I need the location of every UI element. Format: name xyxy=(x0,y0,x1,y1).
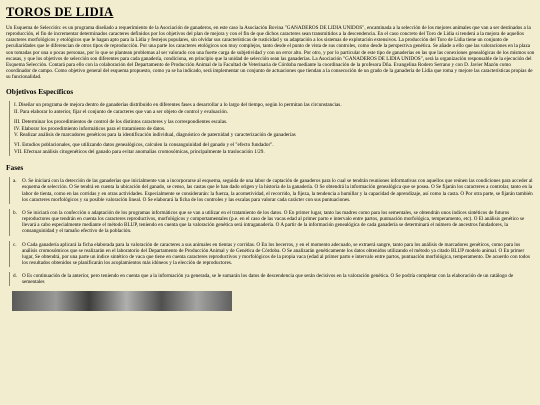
fase-label: b. xyxy=(13,209,17,216)
fases-heading: Fases xyxy=(6,163,24,173)
fase-text: O. Se iniciará con la detección de las ganaderías que inicialmente van a incorporarse al esquema, seguida de una labor de captación de ganaderos para lo cual se tendrán reuniones informativas con aquellos que reúnen las condiciones para acceder al esquema de selección. O Se tendrá en cuenta la ubicación del ganado, se censo, las castas que le han dado origen y la historia de la ganadería. O Se obtendrá la información genealógica que se posea. O Se fijarán los caracteres a controlar, tanto en la labor de tienta, como en las corridas y en otras actividades. Especialmente se considerarán: la fuerza, la acometividad, el recorrido, la fijeza, la tendencia a humillar y la capacidad de aprendizaje, así como la casta. O Por otra parte, se fijarán también los caracteres morfológicos y su posible valoración lineal. O Se elaborará la ficha de los controles y las escalas para valorar cada carácter con sus puntuaciones. xyxy=(22,178,533,203)
fase-label: d. xyxy=(13,273,17,280)
fase-item xyxy=(9,272,535,286)
fase-item xyxy=(9,177,535,204)
fase-text: O Cada ganadería aplicará la ficha elaborada para la valoración de caracteres a sus animales en tientas y corridas. O En los becerros, y en el momento adecuado, se extraerá sangre, tanto para los análisis de marcadores genéticos, como para los análisis cromosómicos que se realizarán en el laboratorio del Departamento de Producción Animal y de Genética de Córdoba. O Se analizarán genéticamente los datos obtenidos utilizando el método ya citado BLUP modelo animal. O En primer lugar, Se obtendrá, por una parte un índice sintético de vaca que tiene en cuenta caracteres reproductivos y morfológicos de la propia vaca (edad al primer parto e intervalo entre partos, puntuación morfológica, temperamento. De acuerdo con todos los resultados obtenidos se planificarán los acoplamientos más idóneos y la elección de reproductores. xyxy=(22,241,530,266)
objetivo-item: III. Determinar los procedimientos de control de los distintos caracteres y las correspondientes escalas. xyxy=(14,119,228,126)
objetivo-item: IV. Elaborar los procedimiento informáticos para el tratamiento de datos. xyxy=(14,125,166,132)
page-title: TOROS DE LIDIA xyxy=(6,5,114,19)
intro-paragraph: Un Esquema de Selección: es un programa diseñado a requerimiento de la Asociación de ganaderos, en este caso la Asociación Bovina "GANADEROS DE LIDIA UNIDOS", encaminada a la selección de los mejores animales que van a ser destinados a la reproducción, el fin de incrementar determinados caracteres definidos por los objetivos del plan de mejora y con el fin de que dichos caracteres sean transmitidos a la descendencia. En el caso concreto del Toro de Lidia si tenderá a la mejora de aquellos caracteres morfológicos y etológicos que le hagan apto para la Lidia y festejos populares, sin olvidar sus características de rusticidad y su adaptación a los sistemas de explotación extensivos. La producción del Toro de Lidia tiene un conjunto de peculiaridades que le diferencian de otros tipos de reproducción. Por una parte los caracteres etológicos son muy complejos, tanto desde el punto de vista de sus controles, como desde la perspectiva genética. Se añade a ello que las valoraciones en la plaza son tomadas por una o pocas personas, por lo que se plantean problemas al ser valorado con una fuerte carga de subjetividad y con un error alto. Por otro, y por lo particular de este tipo de ganaderías en las que las conexiones genealógicas de los mismos son escasas, y que los objetivos de selección son diferentes para cada ganadería, condiciona, en principio que la unidad de selección sean las ganaderías. La Asociación "GANADEROS DE LIDIA UNIDOS", será la organización responsable de la ejecución del Esquema Selección. Contará para ello con la colaboración del Departamento de Producción Animal de la Facultad de Veterinaria de Córdoba mediante la coordinación de la profesora Dña. Evangelina Rodero Serrano y con D. Javier Mazón como coordinador de campo. Como objetivo general del esquema propuesto, como ya se ha indicado, será implementar un conjunto de actuaciones que tiendan a la consecución de un grado de la ganadería de Lidia que roma y mejore las características propias de su funcionalidad. xyxy=(6,25,535,81)
fase-text: O Es continuación de la anterior, pero teniendo en cuenta que a la información ya generada, se le sumarán los datos de descendencia que serán decisivos en la valoración genética. O Se podría completar con la elaboración de un catálogo de sementales xyxy=(22,273,514,286)
objetivo-item: VII. Efectuar análisis citogenéticos del ganado para evitar anomalías cromosómicas, principalmente la traslocación 1/29. xyxy=(14,148,265,155)
objetivo-item: II. Para elaborar lo anterior, fijar el conjunto de caracteres que van a ser objeto de control y evaluación. xyxy=(14,108,228,115)
objetivos-list xyxy=(9,101,535,156)
objetivos-heading: Objetivos Específicos xyxy=(6,87,74,97)
objetivo-item: V. Realizar análisis de marcadores genéticos para la identificación individual, diagnóstico de paternidad y caracterización de ganaderías xyxy=(14,132,296,139)
fase-item xyxy=(9,241,535,268)
objetivo-item: I. Diseñar un programa de mejora dentro de ganaderías distribuido en diferentes fases a desarrollar a lo largo del tiempo, según lo permitan las circunstancias. xyxy=(14,102,342,109)
fase-label: a. xyxy=(13,178,17,185)
objetivo-item: VI. Estudios poblacionales, que utilizando datos genealógicos, calculen la consanguinidad del ganado y el "efecto fundador". xyxy=(14,142,274,149)
fase-text: O Se iniciará con la confección o adaptación de los programas informáticos que se van a utilizar en el tratamiento de los datos. O En primer lugar, tanto las madres como para los sementales, se obtendrán unos índices sintéticos de futuros reproductores que tendrán en cuenta los caracteres reproductivos, morfológicos y comportamentales (p.e. en el caso de las vacas edad al primer parto e intervalo entre partos, puntuación morfológica, temperamento, etc). O El análisis genético se llevará a cabo especialmente mediante el método BLUP, teniendo en cuenta que la valoración genética será intraganadería. O A partir de la información genealógica de cada ganadería se determinará el número de ancestros fundadores, la consanguinidad y el tamaño efectivo de la población. xyxy=(22,209,525,235)
fase-item xyxy=(9,209,535,236)
fase-label: c. xyxy=(13,241,17,248)
bull-photo xyxy=(12,291,232,311)
